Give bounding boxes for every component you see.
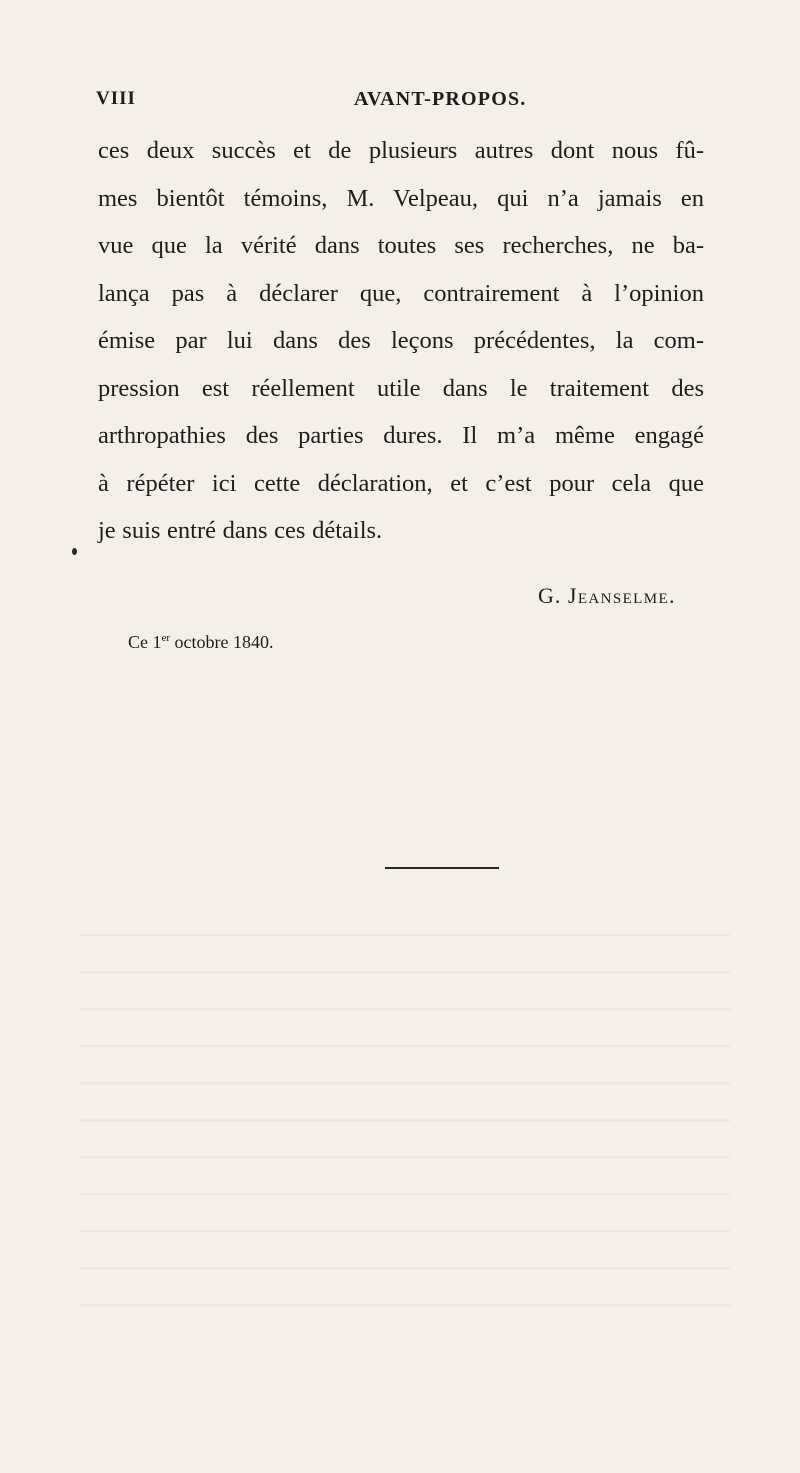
text-line: à répéter ici cette déclaration, et c’est pour cela que bbox=[98, 469, 704, 497]
ink-speck bbox=[72, 548, 77, 555]
author-signature bbox=[538, 583, 676, 609]
dateline-rest: octobre 1840. bbox=[170, 632, 274, 652]
text-line: lança pas à déclarer que, contrairement à l’opinion bbox=[98, 279, 704, 307]
text-line: vue que la vérité dans toutes ses recherches, ne ba- bbox=[98, 232, 704, 259]
body-text bbox=[98, 127, 704, 555]
text-line: arthropathies des parties dures. Il m’a même engagé bbox=[98, 422, 704, 449]
running-head bbox=[96, 88, 706, 116]
text-line: ces deux succès et de plusieurs autres dont nous fû- bbox=[98, 137, 704, 164]
text-line: émise par lui dans des leçons précédentes, la com- bbox=[98, 327, 704, 354]
show-through-texture bbox=[80, 900, 730, 1320]
dateline-prefix: Ce 1 bbox=[128, 632, 162, 652]
page-number: VIII bbox=[96, 88, 136, 109]
running-title: AVANT-PROPOS. bbox=[354, 88, 527, 110]
dateline-superscript: er bbox=[161, 632, 171, 644]
text-line: pression est réellement utile dans le traitement des bbox=[98, 374, 704, 402]
end-rule bbox=[385, 867, 499, 869]
text-line: je suis entré dans ces détails. bbox=[98, 517, 383, 544]
signature-initial: G. bbox=[538, 583, 562, 608]
text-line: mes bientôt témoins, M. Velpeau, qui n’a jamais en bbox=[98, 184, 704, 212]
signature-surname: Jeanselme. bbox=[567, 583, 676, 608]
dateline bbox=[128, 632, 274, 653]
